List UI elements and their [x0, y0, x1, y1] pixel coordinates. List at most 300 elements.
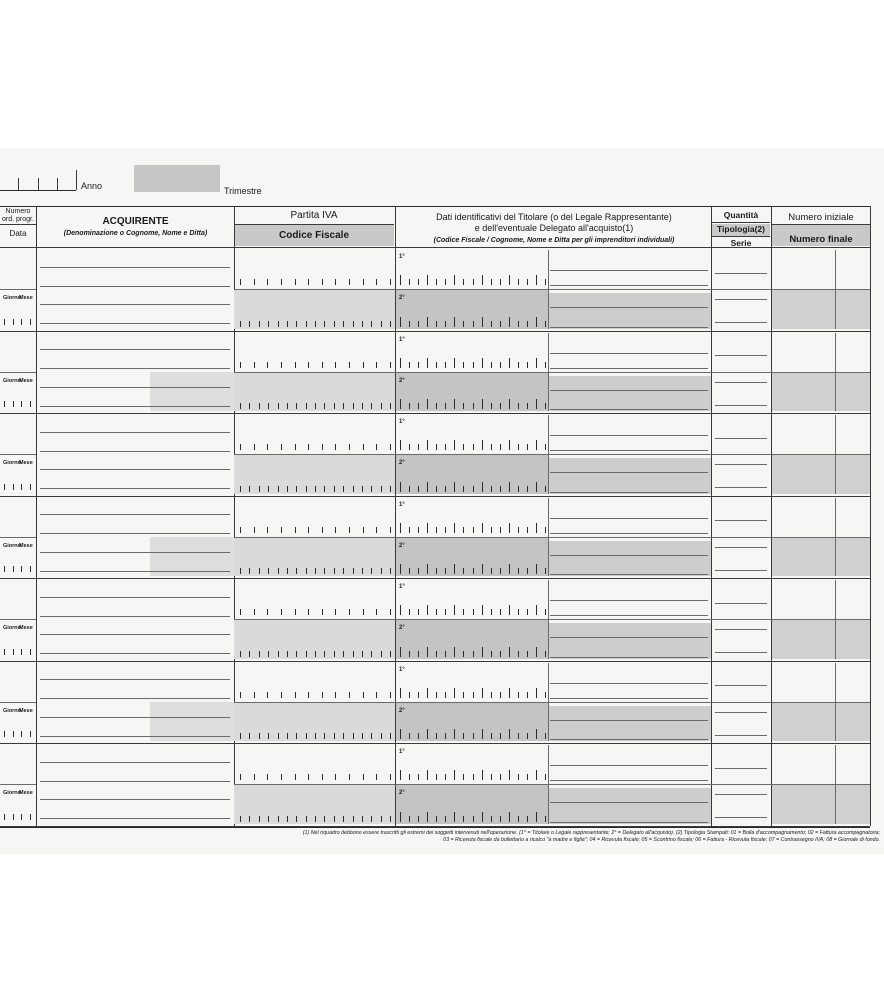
char-tick — [463, 444, 464, 450]
char-tick — [4, 731, 5, 737]
char-tick — [306, 403, 307, 409]
mese-label: Mese — [19, 707, 33, 714]
char-tick — [509, 482, 510, 492]
char-tick — [390, 733, 391, 739]
char-tick — [363, 444, 364, 450]
char-tick — [349, 444, 350, 450]
char-tick — [500, 362, 501, 368]
char-tick — [518, 527, 519, 533]
char-tick — [278, 816, 279, 822]
delegato-name-line[interactable] — [550, 802, 708, 803]
char-tick — [436, 733, 437, 739]
char-tick — [334, 321, 335, 327]
char-tick — [445, 609, 446, 615]
char-tick — [500, 651, 501, 657]
char-tick — [4, 319, 5, 325]
dati-titolare-header: Dati identificativi del Titolare (o del Legale Rappresentante) e dell'eventuale Delegato all'acquisto(1) (Codice Fiscale / Cognome, Nome e Ditta per gli imprenditori individuali) — [433, 212, 675, 244]
acquirente-line[interactable] — [40, 634, 230, 635]
trimestre-box[interactable] — [134, 165, 220, 192]
char-tick — [527, 609, 528, 615]
char-tick — [454, 729, 455, 739]
char-tick — [427, 647, 428, 657]
char-tick — [376, 444, 377, 450]
char-tick — [240, 774, 241, 780]
acquirente-line[interactable] — [40, 616, 230, 617]
char-tick — [259, 403, 260, 409]
acquirente-line[interactable] — [40, 762, 230, 763]
acquirente-line[interactable] — [40, 571, 230, 572]
char-tick — [463, 568, 464, 574]
char-tick — [454, 523, 455, 533]
char-tick — [454, 812, 455, 822]
char-tick — [324, 816, 325, 822]
char-tick — [240, 692, 241, 698]
char-tick — [363, 774, 364, 780]
char-tick — [482, 605, 483, 615]
acquirente-line[interactable] — [40, 799, 230, 800]
mese-label: Mese — [19, 542, 33, 549]
char-tick — [315, 321, 316, 327]
mese-label: Mese — [19, 295, 33, 302]
char-tick — [4, 814, 5, 820]
char-tick — [527, 362, 528, 368]
char-tick — [334, 486, 335, 492]
quantita-line[interactable] — [715, 520, 767, 521]
acquirente-line[interactable] — [40, 406, 230, 407]
acquirente-line[interactable] — [40, 653, 230, 654]
titolare-second-label: 2° — [399, 460, 405, 467]
acquirente-line[interactable] — [40, 349, 230, 350]
giorno-label: Giorno — [3, 625, 22, 632]
titolare-first-label: 1° — [399, 749, 405, 755]
char-tick — [436, 403, 437, 409]
char-tick — [536, 812, 537, 822]
char-tick — [249, 733, 250, 739]
char-tick — [491, 527, 492, 533]
char-tick — [536, 523, 537, 533]
acquirente-line[interactable] — [40, 514, 230, 515]
char-tick — [363, 609, 364, 615]
giorno-label: Giorno — [3, 790, 22, 797]
char-tick — [306, 568, 307, 574]
row-separator — [0, 661, 870, 662]
char-tick — [324, 568, 325, 574]
char-tick — [445, 651, 446, 657]
tipologia-line[interactable] — [715, 712, 767, 713]
acquirente-line[interactable] — [40, 552, 230, 553]
char-tick — [536, 770, 537, 780]
titolare-name-line[interactable] — [550, 518, 708, 519]
char-tick — [390, 609, 391, 615]
char-tick — [527, 527, 528, 533]
char-tick — [322, 527, 323, 533]
char-tick — [509, 317, 510, 327]
char-tick — [409, 279, 410, 285]
char-tick — [362, 651, 363, 657]
char-tick — [445, 362, 446, 368]
acquirente-line[interactable] — [40, 488, 230, 489]
char-tick — [240, 527, 241, 533]
quantita-line[interactable] — [715, 438, 767, 439]
quantita-line[interactable] — [715, 355, 767, 356]
char-tick — [436, 527, 437, 533]
char-tick — [400, 317, 401, 327]
char-tick — [500, 403, 501, 409]
char-tick — [473, 733, 474, 739]
char-tick — [518, 403, 519, 409]
char-tick — [518, 279, 519, 285]
quantita-line[interactable] — [715, 685, 767, 686]
char-tick — [436, 816, 437, 822]
titolare-first-label: 1° — [399, 666, 405, 673]
char-tick — [353, 403, 354, 409]
char-tick — [268, 816, 269, 822]
char-tick — [267, 444, 268, 450]
tipologia-line[interactable] — [715, 547, 767, 548]
char-tick — [30, 401, 31, 407]
char-tick — [295, 527, 296, 533]
acquirente-line[interactable] — [40, 597, 230, 598]
char-tick — [409, 362, 410, 368]
char-tick — [482, 399, 483, 409]
char-tick — [400, 770, 401, 780]
char-tick — [454, 482, 455, 492]
char-tick — [349, 774, 350, 780]
titolare-name-line[interactable] — [550, 435, 708, 436]
delegato-name-line[interactable] — [550, 637, 708, 638]
tipologia-line[interactable] — [715, 299, 767, 300]
char-tick — [463, 279, 464, 285]
char-tick — [21, 401, 22, 407]
char-tick — [509, 399, 510, 409]
char-tick — [454, 440, 455, 450]
acquirente-line[interactable] — [40, 432, 230, 433]
form-sheet — [0, 148, 884, 854]
char-tick — [335, 362, 336, 368]
char-tick — [482, 688, 483, 698]
char-tick — [436, 609, 437, 615]
acquirente-line[interactable] — [40, 451, 230, 452]
char-tick — [500, 816, 501, 822]
char-tick — [281, 527, 282, 533]
char-tick — [473, 651, 474, 657]
char-tick — [527, 403, 528, 409]
char-tick — [315, 568, 316, 574]
char-tick — [390, 279, 391, 285]
acquirente-line[interactable] — [40, 286, 230, 287]
char-tick — [267, 527, 268, 533]
char-tick — [240, 362, 241, 368]
char-tick — [371, 568, 372, 574]
char-tick — [418, 816, 419, 822]
titolare-second-label: 2° — [399, 707, 405, 714]
char-tick — [509, 688, 510, 698]
char-tick — [527, 321, 528, 327]
serie-line[interactable] — [715, 817, 767, 818]
char-tick — [445, 733, 446, 739]
acquirente-line[interactable] — [40, 717, 230, 718]
char-tick — [240, 321, 241, 327]
char-tick — [268, 568, 269, 574]
char-tick — [545, 403, 546, 409]
char-tick — [445, 816, 446, 822]
char-tick — [259, 568, 260, 574]
char-tick — [362, 816, 363, 822]
char-tick — [240, 444, 241, 450]
char-tick — [409, 733, 410, 739]
char-tick — [349, 527, 350, 533]
char-tick — [362, 321, 363, 327]
char-tick — [287, 816, 288, 822]
char-tick — [500, 568, 501, 574]
char-tick — [306, 486, 307, 492]
char-tick — [445, 486, 446, 492]
char-tick — [296, 816, 297, 822]
char-tick — [473, 774, 474, 780]
char-tick — [4, 401, 5, 407]
titolare-name-line[interactable] — [550, 270, 708, 271]
numero-progr-header: Numero ord. progr. — [2, 208, 34, 223]
char-tick — [482, 770, 483, 780]
serie-line[interactable] — [715, 570, 767, 571]
tipologia-line[interactable] — [715, 629, 767, 630]
char-tick — [349, 279, 350, 285]
acquirente-line[interactable] — [40, 267, 230, 268]
char-tick — [13, 484, 14, 490]
quantita-line[interactable] — [715, 603, 767, 604]
char-tick — [343, 733, 344, 739]
char-tick — [254, 279, 255, 285]
acquirente-line[interactable] — [40, 368, 230, 369]
char-tick — [315, 816, 316, 822]
char-tick — [473, 444, 474, 450]
char-tick — [343, 486, 344, 492]
char-tick — [335, 279, 336, 285]
char-tick — [509, 729, 510, 739]
acquirente-line[interactable] — [40, 679, 230, 680]
char-tick — [436, 444, 437, 450]
char-tick — [427, 812, 428, 822]
acquirente-line[interactable] — [40, 736, 230, 737]
char-tick — [427, 605, 428, 615]
char-tick — [362, 568, 363, 574]
char-tick — [281, 279, 282, 285]
titolare-second-label: 2° — [399, 790, 405, 797]
char-tick — [30, 319, 31, 325]
char-tick — [463, 733, 464, 739]
char-tick — [491, 362, 492, 368]
char-tick — [322, 774, 323, 780]
char-tick — [30, 814, 31, 820]
char-tick — [335, 692, 336, 698]
char-tick — [308, 692, 309, 698]
char-tick — [390, 486, 391, 492]
char-tick — [409, 651, 410, 657]
char-tick — [376, 692, 377, 698]
char-tick — [30, 484, 31, 490]
char-tick — [491, 816, 492, 822]
char-tick — [445, 527, 446, 533]
char-tick — [308, 774, 309, 780]
serie-line[interactable] — [715, 652, 767, 653]
serie-line[interactable] — [715, 322, 767, 323]
char-tick — [482, 358, 483, 368]
char-tick — [306, 816, 307, 822]
titolare-name-line[interactable] — [550, 600, 708, 601]
quantita-line[interactable] — [715, 768, 767, 769]
char-tick — [376, 527, 377, 533]
char-tick — [491, 444, 492, 450]
char-tick — [254, 609, 255, 615]
char-tick — [527, 774, 528, 780]
char-tick — [306, 321, 307, 327]
char-tick — [418, 609, 419, 615]
acquirente-line[interactable] — [40, 323, 230, 324]
char-tick — [491, 609, 492, 615]
char-tick — [278, 486, 279, 492]
char-tick — [343, 651, 344, 657]
char-tick — [509, 358, 510, 368]
char-tick — [463, 403, 464, 409]
char-tick — [287, 486, 288, 492]
char-tick — [259, 816, 260, 822]
char-tick — [268, 486, 269, 492]
char-tick — [324, 403, 325, 409]
char-tick — [240, 279, 241, 285]
char-tick — [240, 733, 241, 739]
char-tick — [536, 482, 537, 492]
acquirente-line[interactable] — [40, 818, 230, 819]
char-tick — [278, 403, 279, 409]
char-tick — [381, 486, 382, 492]
row-separator — [0, 826, 870, 827]
char-tick — [463, 486, 464, 492]
acquirente-line[interactable] — [40, 387, 230, 388]
char-tick — [400, 399, 401, 409]
acquirente-line[interactable] — [40, 304, 230, 305]
char-tick — [240, 403, 241, 409]
char-tick — [268, 733, 269, 739]
acquirente-line[interactable] — [40, 781, 230, 782]
delegato-name-line[interactable] — [550, 390, 708, 391]
char-tick — [254, 774, 255, 780]
char-tick — [436, 362, 437, 368]
serie-line[interactable] — [715, 405, 767, 406]
char-tick — [334, 568, 335, 574]
char-tick — [13, 731, 14, 737]
char-tick — [545, 362, 546, 368]
char-tick — [545, 733, 546, 739]
char-tick — [409, 568, 410, 574]
numero-finale-header: Numero finale — [789, 234, 853, 245]
char-tick — [527, 651, 528, 657]
delegato-name-line[interactable] — [550, 307, 708, 308]
char-tick — [454, 688, 455, 698]
char-tick — [445, 403, 446, 409]
char-tick — [500, 609, 501, 615]
char-tick — [259, 733, 260, 739]
giorno-label: Giorno — [3, 542, 22, 549]
char-tick — [281, 362, 282, 368]
delegato-name-line[interactable] — [550, 555, 708, 556]
char-tick — [390, 321, 391, 327]
char-tick — [390, 816, 391, 822]
char-tick — [353, 816, 354, 822]
mese-label: Mese — [19, 625, 33, 632]
char-tick — [409, 403, 410, 409]
char-tick — [381, 321, 382, 327]
char-tick — [473, 816, 474, 822]
char-tick — [21, 484, 22, 490]
char-tick — [409, 692, 410, 698]
char-tick — [545, 527, 546, 533]
char-tick — [527, 486, 528, 492]
char-tick — [322, 279, 323, 285]
char-tick — [296, 486, 297, 492]
numero-iniziale-header: Numero iniziale — [788, 212, 854, 223]
char-tick — [324, 733, 325, 739]
tipologia-line[interactable] — [715, 794, 767, 795]
char-tick — [4, 484, 5, 490]
char-tick — [381, 733, 382, 739]
tipologia-line[interactable] — [715, 382, 767, 383]
serie-line[interactable] — [715, 735, 767, 736]
char-tick — [491, 774, 492, 780]
quantita-line[interactable] — [715, 273, 767, 274]
acquirente-line[interactable] — [40, 469, 230, 470]
mese-label: Mese — [19, 377, 33, 384]
char-tick — [353, 568, 354, 574]
char-tick — [409, 486, 410, 492]
char-tick — [13, 401, 14, 407]
char-tick — [463, 362, 464, 368]
char-tick — [536, 647, 537, 657]
char-tick — [418, 321, 419, 327]
char-tick — [322, 609, 323, 615]
data-header: Data — [9, 229, 27, 238]
char-tick — [4, 566, 5, 572]
char-tick — [427, 564, 428, 574]
char-tick — [322, 362, 323, 368]
char-tick — [381, 403, 382, 409]
tipologia-line[interactable] — [715, 464, 767, 465]
char-tick — [545, 692, 546, 698]
titolare-name-line[interactable] — [550, 683, 708, 684]
char-tick — [482, 440, 483, 450]
char-tick — [509, 275, 510, 285]
char-tick — [295, 774, 296, 780]
char-tick — [427, 358, 428, 368]
mese-label: Mese — [19, 460, 33, 467]
delegato-name-line[interactable] — [550, 720, 708, 721]
acquirente-line[interactable] — [40, 533, 230, 534]
char-tick — [500, 774, 501, 780]
char-tick — [536, 729, 537, 739]
char-tick — [281, 774, 282, 780]
titolare-name-line[interactable] — [550, 765, 708, 766]
titolare-first-label: 1° — [399, 336, 405, 343]
char-tick — [445, 321, 446, 327]
serie-line[interactable] — [715, 487, 767, 488]
acquirente-line[interactable] — [40, 698, 230, 699]
char-tick — [518, 321, 519, 327]
char-tick — [281, 692, 282, 698]
delegato-name-line[interactable] — [550, 472, 708, 473]
titolare-name-line[interactable] — [550, 353, 708, 354]
char-tick — [409, 816, 410, 822]
char-tick — [400, 729, 401, 739]
char-tick — [343, 403, 344, 409]
